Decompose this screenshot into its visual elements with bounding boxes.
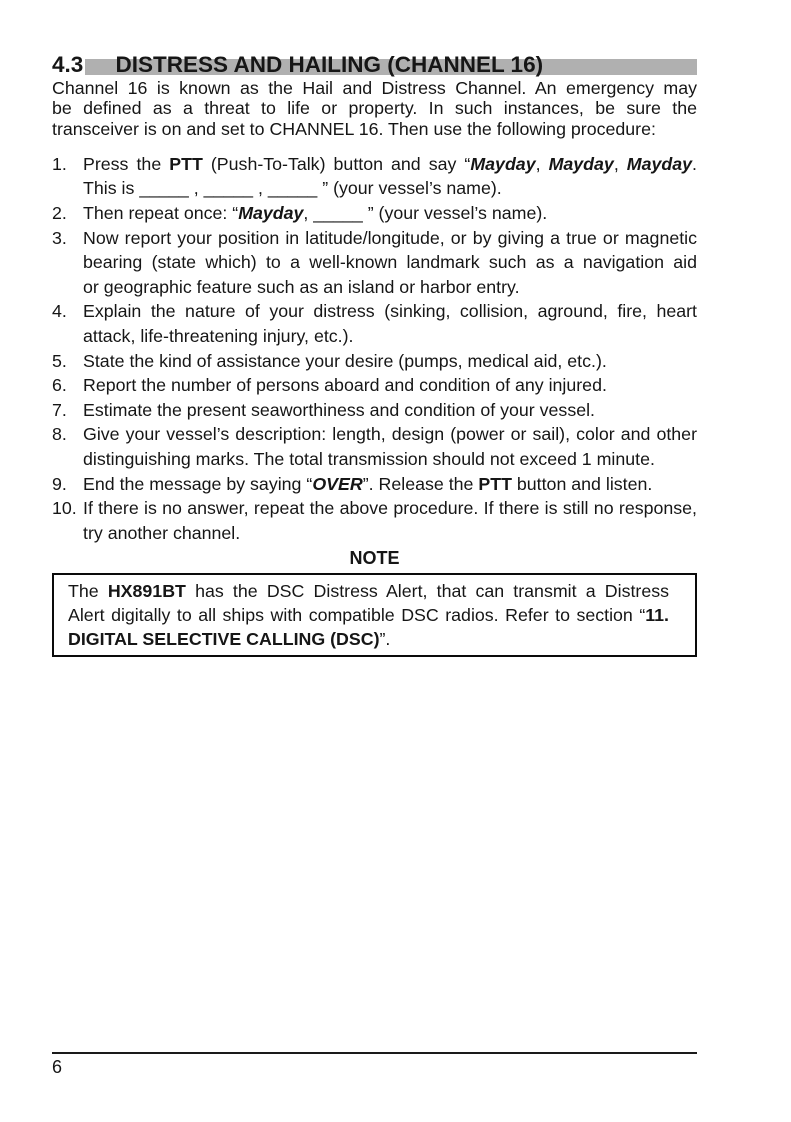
item-text	[83, 398, 697, 423]
text-line: be defined as a threat to life or property. In such instances, be sure the	[52, 98, 697, 119]
section-heading	[52, 52, 697, 78]
item-number: 4.	[52, 301, 67, 322]
item-number: 10.	[52, 498, 77, 519]
procedure-item	[52, 349, 697, 374]
item-number: 1.	[52, 153, 67, 174]
item-number: 6.	[52, 375, 67, 396]
procedure-item	[52, 472, 697, 497]
text-line: Press the PTT (Push-To-Talk) button and say “Mayday, Mayday, Mayday.	[83, 153, 697, 174]
text-line: Now report your position in latitude/longitude, or by giving a true or magnetic	[83, 227, 697, 248]
text-line: State the kind of assistance your desire (pumps, medical aid, etc.).	[83, 350, 607, 371]
note-heading: NOTE	[349, 548, 400, 569]
section-title: DISTRESS AND HAILING (CHANNEL 16)	[115, 52, 544, 77]
text-line: Estimate the present seaworthiness and condition of your vessel.	[83, 399, 595, 420]
text-line: Then repeat once: “Mayday, _____ ” (your vessel’s name).	[83, 203, 548, 224]
note-box	[52, 573, 697, 657]
item-text	[83, 226, 697, 300]
text-line: This is _____ , _____ , _____ ” (your vessel’s name).	[83, 178, 502, 199]
item-number: 3.	[52, 227, 67, 248]
item-number: 7.	[52, 399, 67, 420]
text-line: distinguishing marks. The total transmission should not exceed 1 minute.	[83, 449, 655, 470]
item-text	[83, 201, 697, 226]
text-line: attack, life-threatening injury, etc.).	[83, 326, 354, 347]
text-line: Give your vessel’s description: length, design (power or sail), color and other	[83, 424, 697, 445]
text-line: Channel 16 is known as the Hail and Distress Channel. An emergency may	[52, 78, 697, 98]
item-text	[83, 472, 697, 497]
procedure-item	[52, 152, 697, 201]
item-number: 5.	[52, 350, 67, 371]
text-line: Alert digitally to all ships with compatible DSC radios. Refer to section “11.	[68, 605, 669, 626]
procedure-item	[52, 398, 697, 423]
procedure-item	[52, 299, 697, 348]
page-content	[52, 52, 697, 657]
procedure-item	[52, 201, 697, 226]
text-line: transceiver is on and set to CHANNEL 16. Then use the following procedure:	[52, 118, 656, 139]
item-text	[83, 373, 697, 398]
text-line: End the message by saying “OVER”. Release the PTT button and listen.	[83, 473, 653, 494]
procedure-list	[52, 152, 697, 546]
procedure-item	[52, 496, 697, 545]
item-number: 8.	[52, 424, 67, 445]
text-line: If there is no answer, repeat the above procedure. If there is still no response,	[83, 498, 697, 519]
procedure-item	[52, 226, 697, 300]
page-number: 6	[52, 1057, 63, 1077]
item-text	[83, 349, 697, 374]
text-line: try another channel.	[83, 522, 241, 543]
text-line: or geographic feature such as an island or harbor entry.	[83, 276, 520, 297]
item-text	[83, 496, 697, 545]
procedure-item	[52, 373, 697, 398]
item-number: 9.	[52, 473, 67, 494]
section-number: 4.3	[52, 52, 84, 77]
text-line: The HX891BT has the DSC Distress Alert, that can transmit a Distress	[68, 581, 669, 602]
text-line: DIGITAL SELECTIVE CALLING (DSC)”.	[68, 629, 391, 650]
text-line: Report the number of persons aboard and condition of any injured.	[83, 375, 607, 396]
item-text	[83, 299, 697, 348]
text-line: Explain the nature of your distress (sinking, collision, aground, fire, heart	[83, 301, 697, 322]
intro-paragraph	[52, 78, 697, 139]
footer-rule	[52, 1052, 697, 1054]
item-text	[83, 422, 697, 471]
item-number: 2.	[52, 203, 67, 224]
text-line: bearing (state which) to a well-known landmark such as a navigation aid	[83, 252, 697, 273]
procedure-item	[52, 422, 697, 471]
item-text	[83, 152, 697, 201]
